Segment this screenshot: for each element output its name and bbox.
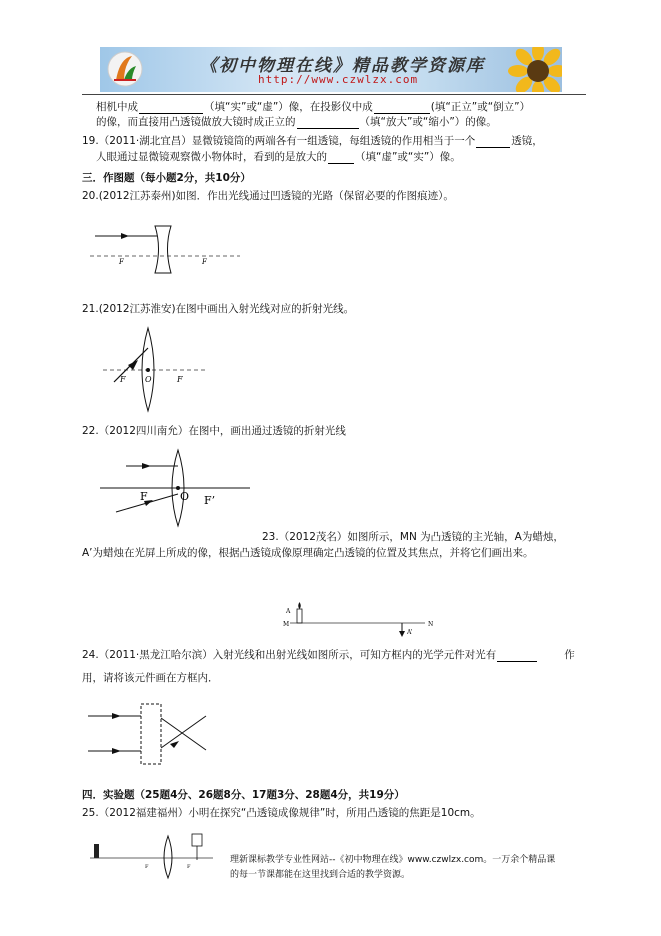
q24-line2: 用，请将该元件画在方框内． xyxy=(82,672,219,684)
q22-text: 22.（2012四川南允）在图中，画出通过透镜的折射光线 xyxy=(82,425,346,437)
svg-text:A’: A’ xyxy=(407,629,413,636)
convex-lens-figure-2 xyxy=(98,448,258,528)
svg-text:M: M xyxy=(283,621,290,628)
answer-blank[interactable] xyxy=(328,152,354,164)
answer-blank[interactable] xyxy=(139,102,203,114)
optical-box-figure xyxy=(86,700,211,768)
svg-text:A: A xyxy=(286,608,291,615)
svg-text:F: F xyxy=(145,864,149,870)
candle-image-figure xyxy=(280,597,440,641)
banner-url[interactable]: http://www.czwlzx.com xyxy=(258,73,419,86)
svg-text:F’: F’ xyxy=(204,494,216,507)
footer-line2: 的每一节课都能在这里找到合适的教学资源。 xyxy=(230,870,411,880)
concave-lens-figure xyxy=(85,218,245,278)
svg-text:F: F xyxy=(119,258,124,266)
svg-text:F: F xyxy=(202,258,207,266)
header-rule xyxy=(82,94,586,95)
optical-bench-figure xyxy=(88,830,218,880)
q18-line1: 相机中成 （填“实”或“虚”）像，在投影仪中成 (填“正立”或“倒立”） xyxy=(96,101,531,113)
svg-text:F: F xyxy=(187,864,191,870)
banner-logo xyxy=(106,50,144,88)
section-heading: 三．作图题（每小题2分，共10分） xyxy=(82,172,251,184)
answer-blank[interactable] xyxy=(374,102,430,114)
q18-line2: 的像，而直接用凸透镜做放大镜时成正立的 （填“放大”或“缩小”）的像。 xyxy=(96,116,497,128)
answer-blank[interactable] xyxy=(497,650,537,662)
banner-title: 《初中物理在线》精品教学资源库 xyxy=(200,56,485,76)
svg-text:F: F xyxy=(177,375,183,384)
sunflower-icon xyxy=(508,47,562,92)
svg-text:O: O xyxy=(180,490,190,503)
answer-blank[interactable] xyxy=(297,117,359,129)
header-banner xyxy=(100,47,562,92)
q21-text: 21.(2012江苏淮安)在图中画出入射光线对应的折射光线。 xyxy=(82,303,355,315)
q19-line1: 19.（2011·湖北宜昌）显微镜镜筒的两端各有一组透镜，每组透镜的作用相当于一个 透镜， xyxy=(82,135,543,147)
q25-text: 25.（2012福建福州）小明在探究“凸透镜成像规律”时，所用凸透镜的焦距是10cm。 xyxy=(82,807,481,819)
svg-text:F: F xyxy=(120,375,126,384)
answer-blank[interactable] xyxy=(476,136,510,148)
convex-lens-figure xyxy=(98,325,208,415)
svg-text:F: F xyxy=(140,490,148,503)
q19-line2: 人眼通过显微镜观察微小物体时，看到的是放大的 （填“虚”或“实”）像。 xyxy=(96,151,461,163)
svg-text:O: O xyxy=(145,375,152,384)
q23-line1: 23.（2012茂名）如图所示，MN 为凸透镜的主光轴，A为蜡烛， xyxy=(262,531,564,543)
q23-line2: A’为蜡烛在光屏上所成的像，根据凸透镜成像原理确定凸透镜的位置及其焦点，并将它们画出来。 xyxy=(82,547,534,559)
footer-line1: 理新课标教学专业性网站--《初中物理在线》www.czwlzx.com。一万余个精品课 xyxy=(230,855,556,865)
q20-text: 20.(2012江苏泰州)如图．作出光线通过凹透镜的光路（保留必要的作图痕迹）。 xyxy=(82,190,454,202)
q24-line1: 24.（2011·黑龙江哈尔滨）入射光线和出射光线如图所示，可知方框内的光学元件对光有 作 xyxy=(82,649,575,661)
section-heading: 四．实验题（25题4分、26题8分、17题3分、28题4分，共19分） xyxy=(82,789,405,801)
svg-text:N: N xyxy=(428,621,434,628)
